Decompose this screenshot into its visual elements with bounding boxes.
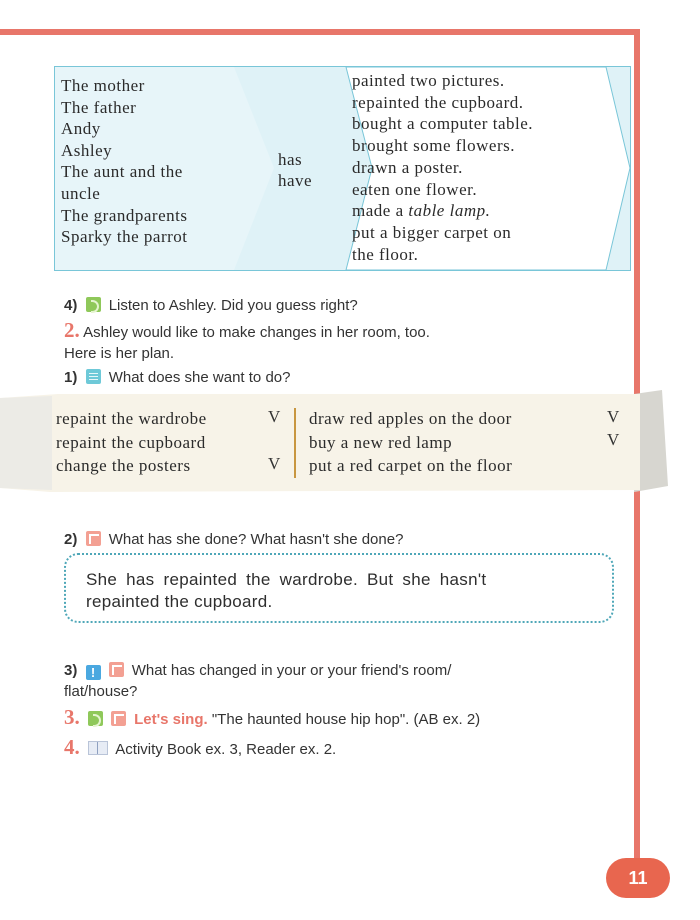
verb-column (278, 149, 312, 191)
object-line: drawn a poster. (352, 157, 463, 177)
book-icon (88, 741, 108, 755)
task-speak (64, 531, 403, 548)
object-line: put a bigger carpet on (352, 222, 512, 242)
object-italic: table lamp. (408, 201, 491, 221)
plan-left-column (56, 407, 207, 478)
task-number: 2) (64, 531, 78, 548)
check-mark-icon: V (607, 430, 620, 449)
object-line: eaten one flower. (352, 179, 478, 199)
task-3 (64, 705, 480, 730)
task-text: Here is her plan. (64, 345, 175, 362)
sing-label: Let's sing. (134, 711, 208, 728)
subject-line: The father (61, 97, 137, 117)
exercise-number: 2. (64, 318, 80, 342)
subject-line: The aunt and the (61, 162, 183, 182)
read-icon (86, 369, 101, 384)
check-mark-icon: V (268, 454, 281, 473)
example-line: repainted the cupboard. (86, 592, 273, 611)
task-number: 3) (64, 662, 78, 679)
subject-line: uncle (61, 183, 101, 203)
example-line: She has repainted the wardrobe. But she hasn't (86, 570, 487, 589)
speak-icon (86, 531, 101, 546)
task-text: Ashley would like to make changes in her room, too. (83, 324, 430, 341)
task-text: flat/house? (64, 683, 138, 700)
task-4 (64, 735, 336, 760)
subject-line: The grandparents (61, 205, 188, 225)
task-number: 4) (64, 297, 78, 314)
objects-column (352, 70, 533, 265)
plan-item: put a red carpet on the floor (309, 456, 513, 475)
verb-have: have (278, 171, 313, 190)
subject-line: Ashley (61, 140, 113, 160)
object-line (352, 200, 533, 222)
exercise-number: 3. (64, 705, 80, 729)
example-text (86, 569, 486, 613)
task-discuss (64, 660, 451, 702)
task-text: What has changed in your or your friend's room/ (131, 662, 452, 679)
listen-icon (86, 297, 101, 312)
page-frame-top (0, 29, 640, 35)
plan-item: buy a new red lamp (309, 432, 453, 452)
plan-item: repaint the cupboard (56, 432, 206, 452)
task-2 (64, 320, 430, 364)
subject-line: Sparky the parrot (61, 227, 188, 247)
exercise-number: 4. (64, 735, 80, 759)
plan-item: change the posters (56, 456, 191, 475)
task-text: "The haunted house hip hop". (AB ex. 2) (211, 711, 481, 728)
task-text: What does she want to do? (108, 369, 291, 386)
task-listen (64, 297, 358, 314)
plan-divider (294, 408, 296, 478)
plan-card (0, 390, 668, 492)
object-line: the floor. (352, 244, 419, 264)
task-text: What has she done? What hasn't she done? (108, 531, 404, 548)
object-line: painted two pictures. (352, 71, 505, 90)
check-mark-icon: V (607, 407, 620, 426)
subject-line: Andy (61, 119, 101, 139)
object-line: bought a computer table. (352, 114, 534, 134)
verb-has: has (278, 150, 303, 169)
task-text: Listen to Ashley. Did you guess right? (108, 297, 358, 314)
object-line: brought some flowers. (352, 136, 516, 156)
page-number: 11 (606, 858, 670, 898)
speak-icon (109, 662, 124, 677)
plan-right-column (309, 407, 512, 478)
check-mark-icon: V (268, 407, 281, 426)
exclamation-icon: ! (86, 665, 101, 680)
task-text: Activity Book ex. 3, Reader ex. 2. (115, 741, 337, 758)
subject-line: The mother (61, 76, 145, 95)
object-line: repainted the cupboard. (352, 92, 524, 112)
task-read (64, 369, 290, 386)
task-number: 1) (64, 369, 78, 386)
plan-item: draw red apples on the door (309, 409, 512, 428)
subjects-column (61, 75, 188, 248)
listen-icon (88, 711, 103, 726)
object-text: made a (352, 201, 409, 221)
speak-icon (111, 711, 126, 726)
substitution-table (54, 66, 632, 271)
plan-item: repaint the wardrobe (56, 409, 207, 428)
